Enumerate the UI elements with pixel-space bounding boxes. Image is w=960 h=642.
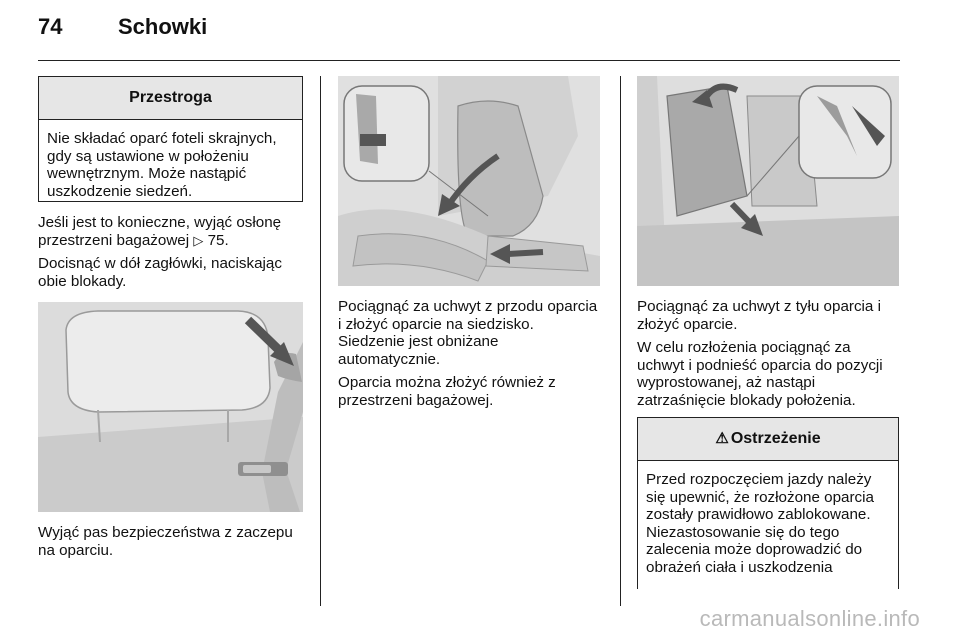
column-divider — [320, 76, 321, 606]
caution-box — [38, 76, 303, 202]
header-divider — [38, 60, 900, 61]
caution-title: Przestroga — [39, 77, 302, 120]
paragraph-pull-handle: Pociągnąć za uchwyt z tyłu oparcia i złożyć oparcie. — [637, 298, 881, 333]
paragraph-seatbelt: Wyjąć pas bezpieczeństwa z zaczepu na oparciu. — [38, 524, 293, 559]
warning-triangle-icon: ⚠ — [715, 430, 729, 448]
column-3 — [637, 76, 899, 589]
column-divider — [620, 76, 621, 606]
paragraph-fold-backrest: Pociągnąć za uchwyt z przodu oparcia i złożyć oparcie na siedzisko. Siedzenie jest obniżane automatycznie. — [338, 298, 598, 368]
page-reference-icon: ▷ — [193, 232, 204, 248]
column-2 — [338, 76, 603, 415]
warning-title: Ostrzeżenie — [730, 430, 821, 448]
figure-fold-backrest-rear — [637, 76, 899, 286]
column-1 — [38, 76, 303, 565]
figure-headrest-belt — [38, 302, 303, 512]
figure-fold-backrest-front — [338, 76, 600, 286]
paragraph-headrests: Docisnąć w dół zagłówki, naciskając obie blokady. — [38, 255, 282, 290]
paragraph-remove-cover: Jeśli jest to konieczne, wyjąć osłonę przestrzeni bagażowej ▷ 75. — [38, 214, 282, 249]
paragraph-from-trunk: Oparcia można złożyć również z przestrzeni bagażowej. — [338, 374, 556, 409]
watermark: carmanualsonline.info — [699, 606, 920, 631]
paragraph-unfold: W celu rozłożenia pociągnąć za uchwyt i podnieść oparcia do pozycji wyprostowanej, aż nastąpi zatrzaśnięcie blokady położenia. — [637, 339, 883, 409]
warning-header — [638, 418, 898, 461]
caution-text: Nie składać oparć foteli skrajnych, gdy są ustawione w położeniu wewnętrznym. Może nastąpić uszkodzenie siedzeń. — [47, 130, 277, 200]
warning-box — [637, 417, 899, 589]
page-number: 74 — [38, 14, 63, 39]
page-title: Schowki — [118, 14, 208, 39]
warning-text: Przed rozpoczęciem jazdy należy się upewnić, że rozłożone oparcia zostały prawidłowo zablokowane. Niezastosowanie się do tego zalecenia może doprowadzić do obrażeń ciała i uszkodzenia — [646, 471, 874, 576]
